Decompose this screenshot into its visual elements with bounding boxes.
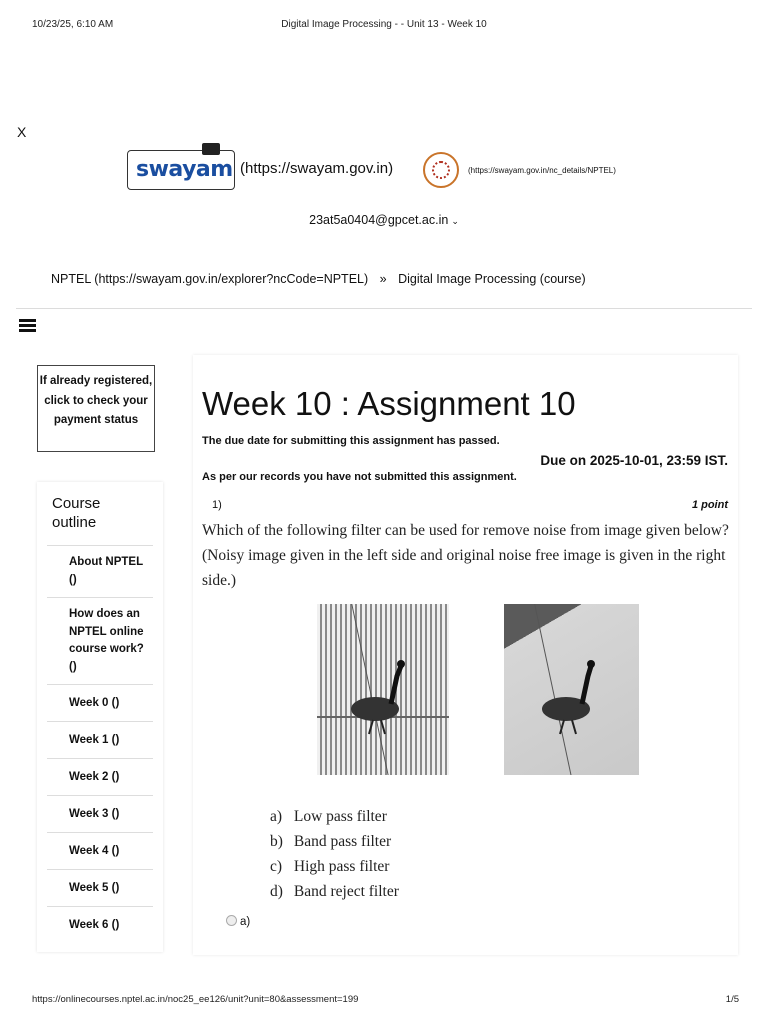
user-email: 23at5a0404@gpcet.ac.in xyxy=(309,213,449,227)
swayam-logo[interactable] xyxy=(127,150,235,190)
breadcrumb-current[interactable]: Digital Image Processing (course) xyxy=(398,272,586,286)
option-b: b) Band pass filter xyxy=(270,833,392,850)
print-page-title: Digital Image Processing - - Unit 13 - Week 10 xyxy=(281,19,487,30)
user-menu[interactable] xyxy=(0,213,768,227)
due-passed-notice: The due date for submitting this assignment has passed. xyxy=(202,435,500,447)
outline-item-week-4[interactable]: Week 4 () xyxy=(47,832,153,869)
header-divider xyxy=(16,308,752,309)
assignment-title: Week 10 : Assignment 10 xyxy=(202,385,576,422)
answer-radio-label: a) xyxy=(240,916,251,928)
noisy-goose-image xyxy=(317,604,449,775)
nptel-link[interactable]: (https://swayam.gov.in/nc_details/NPTEL) xyxy=(468,166,616,175)
nptel-logo[interactable] xyxy=(423,152,459,188)
course-outline xyxy=(37,482,163,952)
print-page-number: 1/5 xyxy=(725,994,739,1005)
clean-goose-image xyxy=(504,604,639,775)
course-outline-title: Course outline xyxy=(52,495,101,531)
chevron-down-icon: ⌄ xyxy=(451,216,459,226)
goose-illustration xyxy=(504,604,639,775)
nptel-emblem-icon xyxy=(432,161,450,179)
option-c: c) High pass filter xyxy=(270,858,390,875)
option-a: a) Low pass filter xyxy=(270,808,387,825)
course-outline-list xyxy=(47,545,153,943)
submission-status: As per our records you have not submitted this assignment. xyxy=(202,471,517,483)
print-datetime: 10/23/25, 6:10 AM xyxy=(32,19,114,30)
question-text: Which of the following filter can be used for remove noise from image given below? (Noisy image given in the left side and original noise free image is given in the right side.) xyxy=(202,522,729,589)
outline-item-about-nptel[interactable]: About NPTEL () xyxy=(47,545,153,597)
goose-illustration xyxy=(317,604,449,775)
answer-radio-a[interactable] xyxy=(226,915,250,928)
assignment-card xyxy=(193,355,738,955)
outline-item-week-3[interactable]: Week 3 () xyxy=(47,795,153,832)
outline-item-week-2[interactable]: Week 2 () xyxy=(47,758,153,795)
outline-item-week-6[interactable]: Week 6 () xyxy=(47,906,153,943)
question-points: 1 point xyxy=(691,499,728,511)
radio-button-icon[interactable] xyxy=(226,915,237,926)
breadcrumb xyxy=(51,272,586,286)
swayam-logo-wordmark: swayam xyxy=(136,157,233,182)
outline-item-week-0[interactable]: Week 0 () xyxy=(47,684,153,721)
swayam-link[interactable]: (https://swayam.gov.in) xyxy=(240,160,394,177)
print-url: https://onlinecourses.nptel.ac.in/noc25_ee126/unit?unit=80&assessment=199 xyxy=(32,994,359,1005)
print-header xyxy=(0,19,768,33)
breadcrumb-nptel-link[interactable]: NPTEL (https://swayam.gov.in/explorer?ncCode=NPTEL) xyxy=(51,272,369,286)
question-options-list xyxy=(270,804,399,904)
breadcrumb-separator: » xyxy=(379,272,387,286)
hamburger-menu-icon[interactable] xyxy=(19,319,36,332)
payment-status-button[interactable]: If already registered, click to check your payment status xyxy=(37,365,155,452)
close-button[interactable]: X xyxy=(17,124,27,140)
outline-item-week-1[interactable]: Week 1 () xyxy=(47,721,153,758)
logo-row xyxy=(127,146,667,196)
outline-item-week-5[interactable]: Week 5 () xyxy=(47,869,153,906)
due-date: Due on 2025-10-01, 23:59 IST. xyxy=(540,453,728,468)
question-number: 1) xyxy=(212,499,222,511)
option-d: d) Band reject filter xyxy=(270,883,399,900)
graduation-cap-icon xyxy=(202,143,220,155)
outline-item-how-course-works[interactable]: How does an NPTEL online course work? () xyxy=(47,597,153,684)
